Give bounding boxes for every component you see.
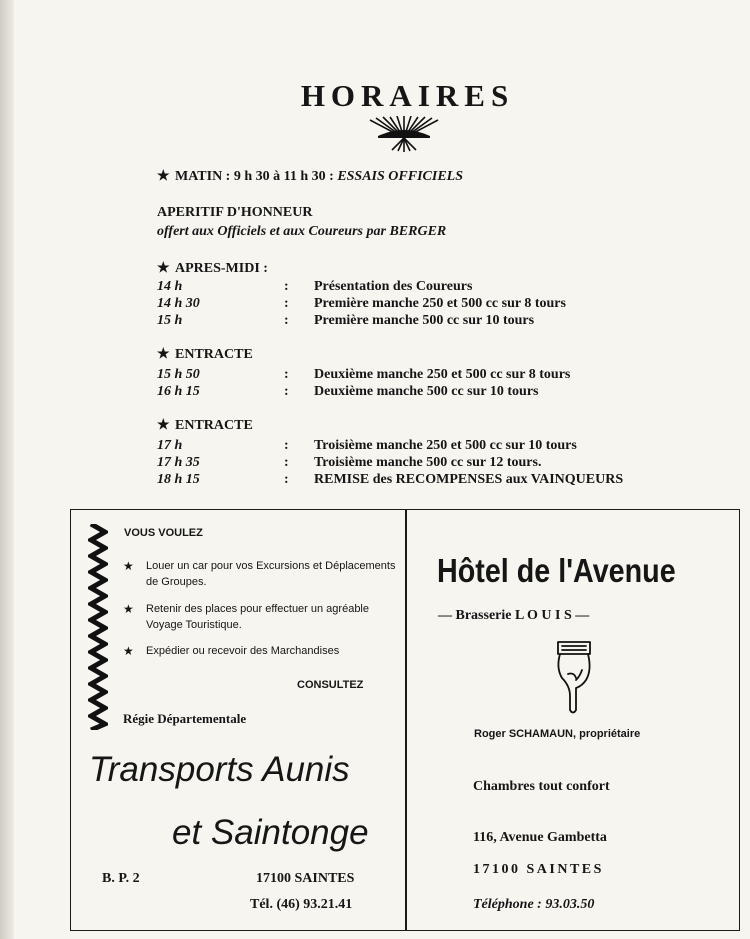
star-icon: ★ bbox=[123, 559, 134, 573]
page-edge bbox=[0, 0, 14, 939]
schedule-event: Troisième manche 250 et 500 cc sur 10 tours bbox=[314, 438, 577, 453]
schedule-event: Première manche 250 et 500 cc sur 8 tours bbox=[314, 296, 566, 311]
star-icon: ★ bbox=[157, 418, 170, 433]
schedule-event: REMISE des RECOMPENSES aux VAINQUEURS bbox=[314, 472, 624, 487]
hotel-phone: Téléphone : 93.03.50 bbox=[473, 897, 595, 912]
schedule-time: 15 h 50 bbox=[157, 367, 200, 382]
proprietor-label: Roger SCHAMAUN, propriétaire bbox=[474, 728, 641, 740]
consultez-label: CONSULTEZ bbox=[297, 679, 364, 691]
schedule-time: 14 h 30 bbox=[157, 296, 200, 311]
schedule-event: Troisième manche 500 cc sur 12 tours. bbox=[314, 455, 542, 470]
company-postcode: 17100 SAINTES bbox=[256, 871, 355, 886]
ad-list-item-text: Louer un car pour vos Excursions et Déplacements de Groupes. bbox=[146, 560, 396, 588]
matin-label: MATIN : 9 h 30 à 11 h 30 : bbox=[175, 169, 334, 184]
schedule-time: 17 h bbox=[157, 438, 183, 453]
schedule-colon: : bbox=[284, 438, 289, 453]
pointing-hand-icon bbox=[552, 640, 596, 716]
schedule-time: 15 h bbox=[157, 313, 183, 328]
postal-box: B. P. 2 bbox=[102, 871, 140, 886]
schedule-event: Première manche 500 cc sur 10 tours bbox=[314, 313, 535, 328]
schedule-time: 18 h 15 bbox=[157, 472, 200, 487]
schedule-time: 14 h bbox=[157, 279, 183, 294]
star-icon: ★ bbox=[157, 347, 170, 362]
star-icon: ★ bbox=[123, 602, 134, 616]
page-title: HORAIRES bbox=[300, 78, 515, 113]
regie-label: Régie Départementale bbox=[123, 711, 247, 726]
zigzag-border-icon bbox=[88, 524, 108, 730]
hotel-name: Hôtel de l'Avenue bbox=[437, 552, 676, 589]
schedule-colon: : bbox=[284, 455, 289, 470]
schedule-event: Deuxième manche 500 cc sur 10 tours bbox=[314, 384, 539, 399]
aperitif-title: APERITIF D'HONNEUR bbox=[157, 205, 313, 220]
entracte-heading bbox=[157, 346, 253, 363]
apres-midi-label: APRES-MIDI : bbox=[175, 261, 268, 276]
schedule-colon: : bbox=[284, 313, 289, 328]
star-icon: ★ bbox=[157, 261, 170, 276]
hotel-postcode: 17100 SAINTES bbox=[473, 862, 604, 877]
schedule-colon: : bbox=[284, 367, 289, 382]
company-phone: Tél. (46) 93.21.41 bbox=[250, 897, 353, 912]
company-name-line1: Transports Aunis bbox=[89, 750, 350, 789]
schedule-colon: : bbox=[284, 472, 289, 487]
ad-list-item-text: Retenir des places pour effectuer un agréable Voyage Touristique. bbox=[146, 603, 369, 631]
entracte-heading bbox=[157, 417, 253, 434]
apres-midi-heading bbox=[157, 260, 268, 277]
ad-left-heading: VOUS VOULEZ bbox=[124, 527, 203, 539]
entracte-label: ENTRACTE bbox=[175, 347, 253, 362]
schedule-colon: : bbox=[284, 279, 289, 294]
matin-line bbox=[157, 168, 463, 185]
star-icon: ★ bbox=[123, 644, 134, 658]
rooms-label: Chambres tout confort bbox=[473, 779, 610, 794]
brasserie-label: — Brasserie L O U I S — bbox=[438, 608, 590, 623]
schedule-colon: : bbox=[284, 384, 289, 399]
ad-list-item-text: Expédier ou recevoir des Marchandises bbox=[146, 645, 340, 657]
company-name-line2: et Saintonge bbox=[172, 813, 369, 852]
aperitif-subtitle: offert aux Officiels et aux Coureurs par BERGER bbox=[157, 224, 447, 239]
sun-icon bbox=[368, 116, 440, 152]
schedule-time: 17 h 35 bbox=[157, 455, 200, 470]
schedule-event: Présentation des Coureurs bbox=[314, 279, 473, 294]
hotel-address: 116, Avenue Gambetta bbox=[473, 830, 607, 845]
ad-divider bbox=[405, 509, 407, 931]
schedule-colon: : bbox=[284, 296, 289, 311]
schedule-event: Deuxième manche 250 et 500 cc sur 8 tours bbox=[314, 367, 571, 382]
schedule-time: 16 h 15 bbox=[157, 384, 200, 399]
star-icon: ★ bbox=[157, 169, 170, 184]
matin-event: ESSAIS OFFICIELS bbox=[337, 169, 463, 184]
entracte-label: ENTRACTE bbox=[175, 418, 253, 433]
